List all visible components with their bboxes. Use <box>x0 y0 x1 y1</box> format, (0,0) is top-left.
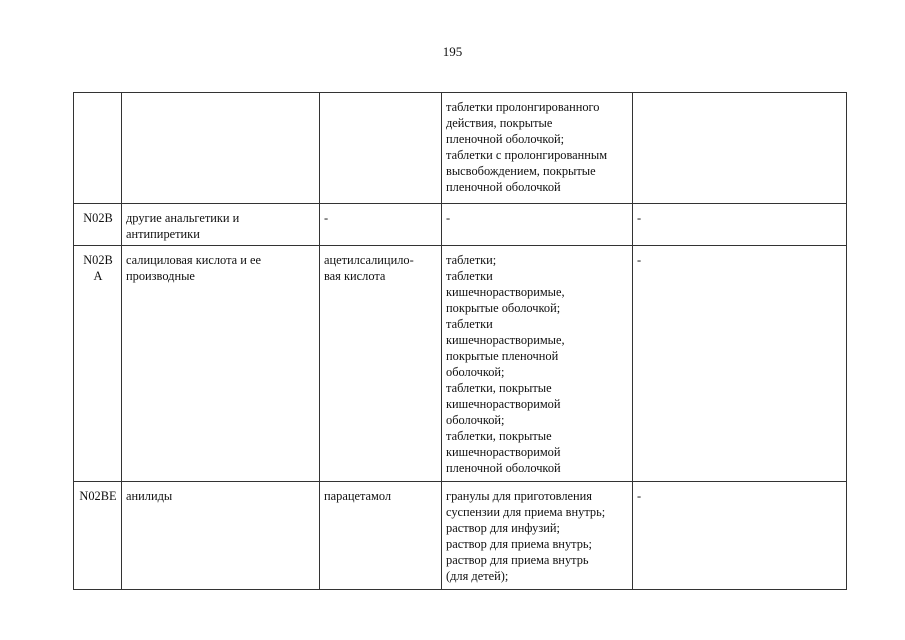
table-row <box>74 93 847 204</box>
atc-code-line: N02B <box>83 211 113 225</box>
group-cell <box>122 246 320 482</box>
medications-table <box>73 92 847 590</box>
atc-code-cell <box>74 93 122 204</box>
atc-code-cell <box>74 246 122 482</box>
dosage-form-line: покрытые оболочкой; <box>446 301 561 315</box>
notes-cell <box>633 204 847 246</box>
dosage-form-line: суспензии для приема внутрь; <box>446 505 606 519</box>
notes-cell <box>633 482 847 590</box>
dosage-forms-cell <box>442 482 633 590</box>
dosage-form-line: действия, покрытые <box>446 116 553 130</box>
dosage-form-line: оболочкой; <box>446 413 505 427</box>
atc-code-cell <box>74 204 122 246</box>
page-number: 195 <box>442 44 463 59</box>
dosage-form-line: таблетки; <box>446 253 497 267</box>
dosage-form-line: - <box>446 211 451 225</box>
dosage-form-line: покрытые пленочной <box>446 349 559 363</box>
substance-line: вая кислота <box>324 269 386 283</box>
atc-code-line: N02BE <box>79 489 117 503</box>
table-row <box>74 246 847 482</box>
table-row <box>74 204 847 246</box>
notes-line: - <box>637 489 642 503</box>
dosage-form-line: таблетки с пролонгированным <box>446 148 608 162</box>
group-cell <box>122 204 320 246</box>
dosage-form-line: таблетки, покрытые <box>446 381 552 395</box>
table-body <box>74 93 847 590</box>
dosage-form-line: кишечнорастворимые, <box>446 285 565 299</box>
atc-code-cell <box>74 482 122 590</box>
dosage-form-line: таблетки <box>446 269 493 283</box>
atc-code-line: A <box>93 269 103 283</box>
group-line: другие анальгетики и <box>126 211 240 225</box>
dosage-form-line: раствор для приема внутрь; <box>446 537 592 551</box>
dosage-forms-cell <box>442 93 633 204</box>
dosage-form-line: оболочкой; <box>446 365 505 379</box>
group-cell <box>122 482 320 590</box>
dosage-form-line: кишечнорастворимые, <box>446 333 565 347</box>
substance-line: - <box>324 211 329 225</box>
dosage-form-line: раствор для инфузий; <box>446 521 560 535</box>
substance-cell <box>320 246 442 482</box>
dosage-form-line: таблетки <box>446 317 493 331</box>
notes-cell <box>633 246 847 482</box>
dosage-form-line: таблетки, покрытые <box>446 429 552 443</box>
notes-cell <box>633 93 847 204</box>
dosage-form-line: высвобождением, покрытые <box>446 164 596 178</box>
group-line: антипиретики <box>126 227 200 241</box>
group-line: производные <box>126 269 195 283</box>
dosage-forms-cell <box>442 204 633 246</box>
dosage-form-line: кишечнорастворимой <box>446 397 561 411</box>
notes-line: - <box>637 253 642 267</box>
substance-cell <box>320 482 442 590</box>
dosage-forms-cell <box>442 246 633 482</box>
dosage-form-line: (для детей); <box>446 569 509 583</box>
substance-cell <box>320 204 442 246</box>
substance-line: парацетамол <box>324 489 392 503</box>
dosage-form-line: пленочной оболочкой <box>446 180 561 194</box>
dosage-form-line: таблетки пролонгированного <box>446 100 600 114</box>
atc-code-line: N02B <box>83 253 113 267</box>
group-cell <box>122 93 320 204</box>
table-row <box>74 482 847 590</box>
dosage-form-line: кишечнорастворимой <box>446 445 561 459</box>
substance-line: ацетилсалицило- <box>324 253 414 267</box>
notes-line: - <box>637 211 642 225</box>
dosage-form-line: пленочной оболочкой <box>446 461 561 475</box>
dosage-form-line: пленочной оболочкой; <box>446 132 565 146</box>
substance-cell <box>320 93 442 204</box>
group-line: салициловая кислота и ее <box>126 253 261 267</box>
group-line: анилиды <box>126 489 173 503</box>
dosage-form-line: раствор для приема внутрь <box>446 553 589 567</box>
dosage-form-line: гранулы для приготовления <box>446 489 592 503</box>
